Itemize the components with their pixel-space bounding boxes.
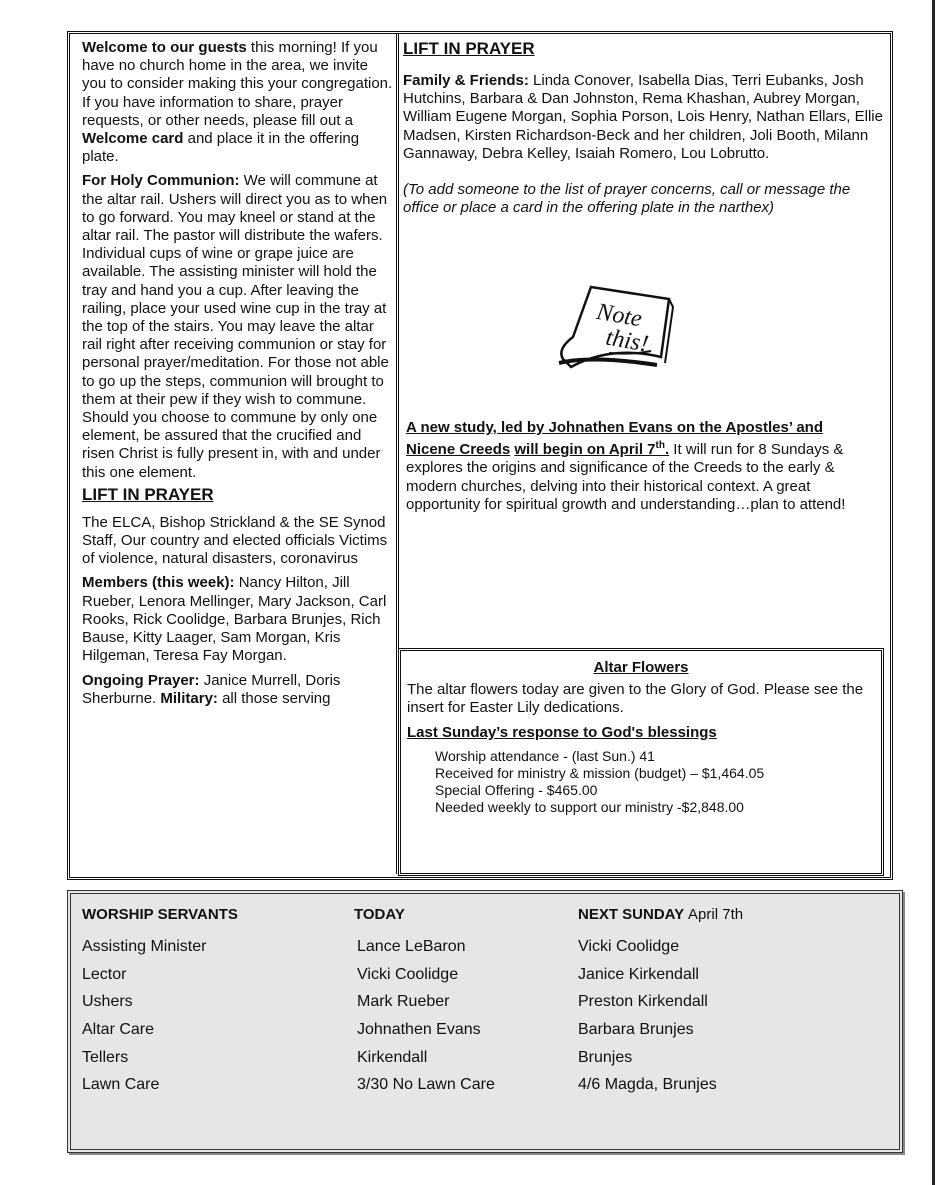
next-cell: Preston Kirkendall [578, 993, 708, 1011]
left-column [70, 34, 399, 874]
welcome-paragraph [82, 39, 394, 166]
study-date-dot: . [664, 441, 670, 459]
note-this-clipart [551, 279, 681, 379]
family-bold: Family & Friends: [403, 72, 529, 89]
welcome-card-bold: Welcome card [82, 130, 184, 148]
stat-special-offering: Special Offering - $465.00 [435, 781, 598, 798]
next-cell: Brunjes [578, 1048, 633, 1066]
today-column [354, 906, 495, 1104]
today-cell: Johnathen Evans [357, 1020, 481, 1038]
military-text: all those serving [217, 689, 331, 707]
today-cell: Lance LeBaron [357, 938, 466, 956]
members-bold: Members (this week): [82, 574, 235, 592]
ongoing-bold: Ongoing Prayer: [82, 671, 200, 689]
prayer-text: The ELCA, Bishop Strickland & the SE Synod Staff, Our country and elected officials Victims of violence, natural disasters, coronavirus [82, 513, 388, 568]
members-text: Nancy Hilton, Jill Rueber, Lenora Mellinger, Mary Jackson, Carl Rooks, Rick Coolidge, Barbara Brunjes, Rich Bause, Kitty Laager, Sam Morgan, Kris Hilgeman, Teresa Fay Morgan. [82, 574, 387, 665]
next-sunday-date: April 7th [688, 906, 744, 923]
study-date-sup: th [655, 440, 665, 452]
altar-flowers-title: Altar Flowers [593, 659, 689, 676]
today-header: TODAY [354, 906, 405, 923]
next-cell: Vicki Coolidge [578, 938, 680, 956]
today-cell: Kirkendall [357, 1048, 428, 1066]
family-paragraph [403, 72, 883, 163]
page-edge [932, 0, 935, 1185]
role-cell: Lawn Care [82, 1076, 160, 1094]
left-prayer-heading: LIFT IN PRAYER [82, 484, 214, 504]
role-cell: Assisting Minister [82, 938, 207, 956]
svg-text:Note: Note [594, 298, 644, 333]
family-text: Linda Conover, Isabella Dias, Terri Eubanks, Josh Hutchins, Barbara & Dan Johnston, Rema Khashan, Aubrey Morgan, William Eugene Morgan, Sophia Porson, Lois Henry, Nathan Ellars, Ellie Madsen, Kirsten Richardson-Beck and her children, Joli Booth, Milann Gannaway, Debra Kelley, Isaiah Romero, Lou Lobrutto. [403, 72, 883, 162]
stat-attendance: Worship attendance - (last Sun.) 41 [435, 747, 655, 764]
response-stats [407, 748, 875, 816]
role-cell: Tellers [82, 1048, 129, 1066]
role-cell: Lector [82, 965, 127, 983]
info-end: and place it in the offering plate. [82, 130, 360, 166]
study-date [514, 441, 669, 458]
members-paragraph [82, 574, 394, 665]
next-sunday-column [578, 906, 743, 1104]
military-bold: Military: [160, 689, 218, 707]
communion-paragraph [82, 172, 394, 481]
right-prayer-heading: LIFT IN PRAYER [403, 39, 535, 58]
altar-flowers-box [398, 648, 884, 876]
svg-text:this!: this! [603, 324, 651, 358]
next-sunday-header [578, 906, 743, 924]
today-cell: Vicki Coolidge [357, 965, 459, 983]
roles-column [82, 906, 238, 1104]
welcome-text: this morning! If you have no church home in the area, we invite you to consider making this your congregation. [82, 39, 393, 93]
altar-flowers-text: The altar flowers today are given to the Glory of God. Please see the insert for Easter Lily dedications. [407, 681, 864, 717]
ongoing-text: Janice Murrell, Doris Sherburne. [82, 671, 341, 707]
ongoing-paragraph [82, 672, 394, 708]
stat-needed-weekly: Needed weekly to support our ministry -$2,848.00 [435, 798, 744, 815]
right-column [401, 34, 887, 644]
worship-servants-table [67, 890, 903, 1153]
study-text: It will run for 8 Sundays & explores the origins and significance of the Creeds to the early & modern churches, delving into their historical context. A great opportunity for spiritual growth and understanding…plan to attend! [406, 441, 846, 513]
next-sunday-label: NEXT SUNDAY [578, 906, 684, 923]
communion-text: We will commune at the altar rail. Ushers will direct you as to when to go forward. You may kneel or stand at the altar rail. The pastor will distribute the wafers. Individual cups of wine or grape juice are available. The assisting minister will hold the tray and hand you a cup. After leaving the railing, place your used wine cup in the tray at the top of the stairs. You may leave the altar rail right after receiving communion or stay for personal prayer/meditation. For those not able to go up the steps, communion will brought to them at their pew if they wish to commune. Should you choose to commune by only one element, be assured that the crucified and risen Christ is fully present in, with and under this one element. [82, 172, 389, 481]
today-cell: 3/30 No Lawn Care [357, 1076, 495, 1094]
study-title: A new study, led by Johnathen Evans on the Apostles’ and Nicene Creeds [406, 419, 824, 459]
welcome-bold: Welcome to our guests [82, 39, 247, 56]
add-note: (To add someone to the list of prayer concerns, call or message the office or place a card in the offering plate in the narthex) [403, 181, 851, 217]
stat-received: Received for ministry & mission (budget) – $1,464.05 [435, 764, 765, 781]
role-cell: Altar Care [82, 1020, 155, 1038]
response-heading: Last Sunday’s response to God's blessings [407, 723, 717, 741]
info-text: If you have information to share, prayer requests, or other needs, please fill out a [82, 93, 353, 129]
next-cell: Barbara Brunjes [578, 1020, 694, 1038]
roles-header: WORSHIP SERVANTS [82, 906, 238, 923]
communion-bold: For Holy Communion: [82, 172, 240, 190]
role-cell: Ushers [82, 993, 133, 1011]
study-announcement [406, 419, 876, 514]
next-cell: Janice Kirkendall [578, 965, 699, 983]
study-date-text: will begin on April 7 [514, 441, 656, 459]
today-cell: Mark Rueber [357, 993, 450, 1011]
next-cell: 4/6 Magda, Brunjes [578, 1076, 717, 1094]
